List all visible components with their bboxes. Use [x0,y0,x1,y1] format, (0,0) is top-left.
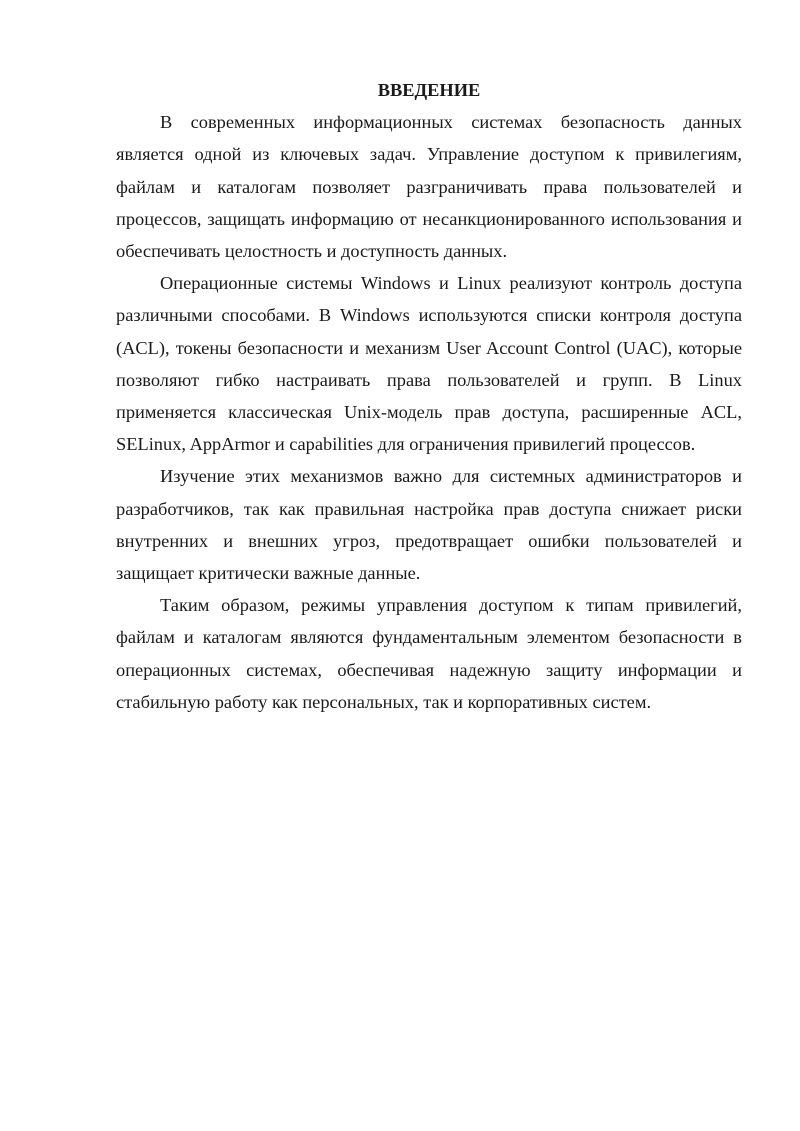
page-title: ВВЕДЕНИЕ [377,80,481,100]
paragraph-4: Таким образом, режимы управления доступом к типам привилегий, файлам и каталогам являются фундаментальным элементом безопасности в операционных системах, обеспечивая надежную защиту информации и стабильную работу как персональных, так и корпоративных систем. [116,595,742,712]
document-body [116,74,742,718]
paragraph-2: Операционные системы Windows и Linux реализуют контроль доступа различными способами. В Windows используются списки контроля доступа (ACL), токены безопасности и механизм User Account Control (UAC), которые позволяют гибко настраивать права пользователей и групп. В Linux применяется классическая Unix-модель прав доступа, расширенные ACL, SELinux, AppArmor и capabilities для ограничения привилегий процессов. [116,273,742,455]
paragraph-1: В современных информационных системах безопасность данных является одной из ключевых задач. Управление доступом к привилегиям, файлам и каталогам позволяет разграничивать права пользователей и процессов, защищать информацию от несанкционированного использования и обеспечивать целостность и доступность данных. [116,112,742,262]
paragraph-3: Изучение этих механизмов важно для системных администраторов и разработчиков, так как правильная настройка прав доступа снижает риски внутренних и внешних угроз, предотвращает ошибки пользователей и защищает критически важные данные. [116,466,742,584]
